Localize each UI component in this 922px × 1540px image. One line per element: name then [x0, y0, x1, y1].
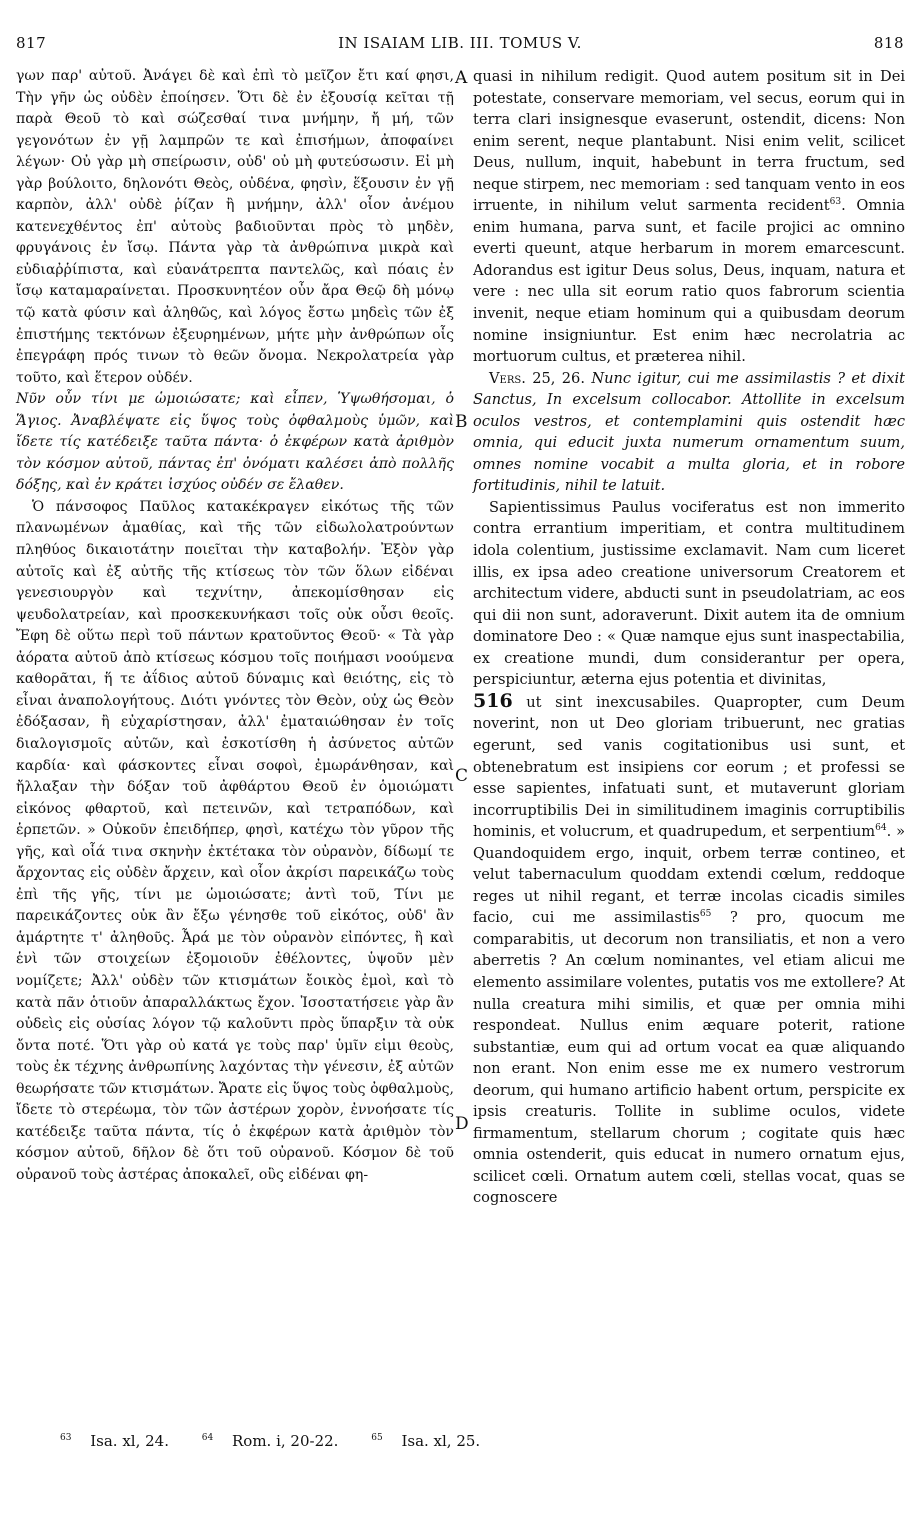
running-title: IN ISAIAM LIB. III. TOMUS V.	[338, 34, 582, 52]
footnote-text: Rom. i, 20-22.	[232, 1432, 339, 1450]
column-number: 516	[473, 689, 513, 712]
greek-paragraph-1: γων παρ' αὐτοῦ. Ἀνάγει δὲ καὶ ἐπὶ τὸ μεῖζον ἔτι καί φησι, Τὴν γῆν ὡς οὐδὲν ἐποίησεν. Ὅτι δὲ ἐν ἐξουσίᾳ κεῖται τῇ παρὰ Θεοῦ τὸ καὶ σώζεσθαί τινα μνήμην, ἤ μή, τῶν γεγονότων ἐν γῇ λαμπρῶν τε καὶ ἐπισήμων, ἀποφαίνει λέγων· Οὐ γὰρ μὴ σπείρωσιν, οὐδ' οὐ μὴ φυτεύσωσιν. Εἰ μὴ γὰρ βούλοιτο, δηλονότι Θεὸς, οὐδένα, φησὶν, ἕξουσιν ἐν γῇ καρπὸν, ἀλλ' οὐδὲ ῥίζαν ἢ μνήμην, ἀλλ' οἷον ἀνέμου κατενεχθέντος ἐπ' αὐτοὺς βαδιοῦνται πρὸς τὸ μηδὲν, φρυγάνοις ἐν ἴσῳ. Πάντα γὰρ τὰ ἀνθρώπινα μικρὰ καὶ εὐδιαῤῥίπιστα, καὶ εὐανάτρεπτα παντελῶς, καὶ πόαις ἐν ἴσῳ καταμαραίνεται. Προσκυνητέον οὖν ἄρα Θεῷ δὴ μόνῳ τῷ κατὰ φύσιν καὶ ἀληθῶς, καὶ λόγος ἔστω μηδεὶς τῶν ἐξ ἐπιστήμης τεκτόνων ἐξευρημένων, μήτε μὴν ἀνθρώπων οἷς ἐπεγράφη πρός τινων τὸ θεῶν ὄνομα. Νεκρολατρεία γὰρ τοῦτο, καὶ ἕτερον οὐδέν.	[16, 68, 454, 386]
latin-p3-part-d: ? pro, quocum me comparabitis, ut decorum non transiliatis, et non a vero aberretis ? An cœlum nominantes, vel etiam alicui me elemento assimilare volentes, putatis vos me extollere? At nulla creatura mihi similis, et quæ per omnia mihi respondeat. Nullus enim æquare poterit, ratione substantiæ, eum qui ad ortum vocat ea quæ aliquando non erant. Non enim esse me ex numero vestrorum deorum, qui humano artificio habent ortum, perspicite ex ipsis creaturis. Tollite in sublime oculos, videte firmamentum, stellarum chorum ; cogitate quis hæc omnia ostenderit, quis educat in numero ornatum ejus, scilicet cœli. Ornatum autem cœli, stellas vocat, quas se cognoscere	[473, 909, 906, 1207]
footnote-text: Isa. xl, 25.	[401, 1432, 481, 1450]
greek-paragraph-3: Ὁ πάνσοφος Παῦλος κατακέκραγεν εἰκότως τῆς τῶν πλανωμένων ἀμαθίας, καὶ τῆς τῶν εἰδωλολατρούντων πληθύος δικαιοτάτην ποιεῖται τὴν καταβολήν. Ἐξὸν γὰρ αὐτοῖς καὶ ἐξ αὐτῆς τῆς κτίσεως τὸν τῶν ὅλων εἰδέναι γενεσιουργὸν καὶ τεχνίτην, ἀπεκομίσθησαν εἰς ψευδολατρείαν, καὶ προσκεκυνήκασι τοῖς οὐκ οὖσι θεοῖς. Ἔφη δὲ οὕτω περὶ τοῦ πάντων κρατοῦντος Θεοῦ· « Τὰ γὰρ ἀόρατα αὐτοῦ ἀπὸ κτίσεως κόσμου τοῖς ποιήμασι νοούμενα καθορᾶται, ἥ τε ἀΐδιος αὐτοῦ δύναμις καὶ θειότης, εἰς τὸ εἶναι ἀναπολογήτους. Διότι γνόντες τὸν Θεὸν, οὐχ ὡς Θεὸν ἐδόξασαν, ἢ εὐχαρίστησαν, ἀλλ' ἐματαιώθησαν ἐν τοῖς διαλογισμοῖς αὐτῶν, καὶ ἐσκοτίσθη ἡ ἀσύνετος αὐτῶν καρδία· καὶ φάσκοντες εἶναι σοφοὶ, ἐμωράνθησαν, καὶ ἤλλαξαν τὴν δόξαν τοῦ ἀφθάρτου Θεοῦ ἐν ὁμοιώματι εἰκόνος φθαρτοῦ, καὶ πετεινῶν, καὶ τετραπόδων, καὶ ἑρπετῶν. » Οὐκοῦν ἐπειδήπερ, φησὶ, κατέχω τὸν γῦρον τῆς γῆς, καὶ οἷά τινα σκηνὴν ἐκτέτακα τὸν οὐρανὸν, δίδωμί τε ἄρχοντας εἰς οὐδὲν ἄρχειν, καὶ οἷον ἀκρίσι παρεικάζω τοὺς ἐπὶ τῆς γῆς, τίνι με ὡμοιώσατε; ἀντὶ τοῦ, Τίνι με παρεικάζοντες οὐκ ἂν ἔξω γένησθε τοῦ εἰκότος, οὐδ' ἂν ἁμάρτητε τ' ἀληθοῦς. Ἆρά με τὸν οὐρανὸν εἰπόντες, ἢ καὶ ἑνὶ τῶν στοιχείων ἐξομοιοῦν ἐθέλοντες, ὑψοῦν μὲν νομίζετε; Ἀλλ' οὐδὲν τῶν κτισμάτων ἔοικὸς ἐμοὶ, καὶ τὸ κατὰ πᾶν ὁτιοῦν ἀπαραλλάκτως ἔχον. Ἰσοστατήσειε γὰρ ἂν οὐδεὶς εἰς οὐσίας λόγον τῷ καλοῦντι πρὸς ὕπαρξιν τὰ οὐκ ὄντα ποτέ. Ὅτι γὰρ οὐ κατά γε τοὺς παρ' ὑμῖν εἰμι θεοὺς, τοὺς ἐκ τέχνης ἀνθρωπίνης λαχόντας τὴν γένεσιν, ἐξ αὐτῶν θεωρήσατε τῶν κτισμάτων. Ἄρατε εἰς ὕψος τοὺς ὀφθαλμοὺς, ἴδετε τὸ στερέωμα, τὸν τῶν ἀστέρων χορὸν, ἐννοήσατε τίς κατέδειξε ταῦτα πάντα, τίς ὁ ἐκφέρων κατὰ ἀριθμὸν τὸν κόσμον αὐτοῦ, δῆλον δὲ ὅτι τοῦ οὐρανοῦ. Κόσμον δὲ τοῦ οὐρανοῦ τοὺς ἀστέρας ἀποκαλεῖ, οὓς εἰδέναι φη-	[16, 498, 454, 1183]
latin-p1-part-a: quasi in nihilum redigit. Quod autem positum sit in Dei potestate, conservare memoriam, vel secus, eorum qui in terra clari insignesque evaserunt, ostendit, dicens: Non enim serent, neque plantabunt. Nisi enim velit, scilicet Deus, nullum, inquit, habebunt in terra fructum, sed neque stirpem, nec memoriam : sed tanquam vento in eos irruente, in nihilum velut sarmenta recident	[473, 68, 905, 215]
footnote-63	[60, 1432, 183, 1450]
footnote-number: 63	[60, 1433, 72, 1443]
greek-column	[16, 66, 454, 1186]
right-page-number: 818	[873, 34, 904, 52]
footnote-number: 64	[201, 1433, 214, 1443]
left-page-number: 817	[16, 34, 47, 52]
verse-reference: 25, 26.	[525, 369, 592, 387]
footnote-ref-63: 63	[829, 197, 842, 208]
latin-column	[473, 66, 905, 1209]
latin-paragraph-3	[473, 497, 905, 1209]
section-marker-c: C	[455, 766, 469, 786]
running-header	[16, 34, 904, 58]
footnote-text: Isa. xl, 24.	[90, 1432, 169, 1450]
latin-p3-part-b: ut sint inexcusabiles. Quapropter, cum Deum noverint, non ut Deo gloriam tribuerunt, nec gratias egerunt, sed vanis cogitationibus usi sunt, et obtenebratum est insipiens cor eorum ; et professi se esse sapientes, infatuati sunt, et mutaverunt gloriam incorruptibilis Dei in similitudinem imaginis corruptibilis hominis, et volucrum, et quadrupedum, et serpentium	[473, 693, 905, 841]
latin-paragraph-1	[473, 66, 905, 368]
section-marker-b: B	[455, 412, 468, 432]
footnote-65	[371, 1432, 494, 1450]
latin-p3-part-a: Sapientissimus Paulus vociferatus est non immerito contra errantium imperitiam, et contra multitudinem idola colentium, justissime exclamavit. Nam cum liceret illis, ex ipsa adeo creatione universorum Creatorem et architectum videre, abducti sunt in pseudolatriam, ac eos qui dii non sunt, adoraverunt. Dixit autem ita de omnium dominatore Deo : « Quæ namque ejus sunt inaspectabilia, ex creatione mundi, dum considerantur per opera, perspiciuntur, æterna ejus potentia et divinitas,	[473, 498, 905, 689]
footnote-number: 65	[371, 1433, 383, 1443]
greek-verse-lemma: Νῦν οὖν τίνι με ὡμοιώσατε; καὶ εἶπεν, Ὑψωθήσομαι, ὁ Ἅγιος. Ἀναβλέψατε εἰς ὕψος τοὺς ὀφθαλμοὺς ὑμῶν, καὶ ἴδετε τίς κατέδειξε ταῦτα πάντα· ὁ ἐκφέρων κατὰ ἀριθμὸν τὸν κόσμον αὐτοῦ, πάντας ἐπ' ὀνόματι καλέσει ἀπὸ πολλῆς δόξης, καὶ ἐν κράτει ἰσχύος οὐδέν σε ἔλαθεν.	[16, 391, 454, 494]
footnote-64	[202, 1432, 353, 1450]
latin-p3-part-c: . » Quandoquidem ergo, inquit, orbem terræ contineo, et velut tabernaculum quoddam extendi cœlum, reddoque reges ut nihil regant, et terræ incolas cicadis similes facio, cui me assimilastis	[473, 823, 905, 927]
section-marker-a: A	[455, 68, 468, 88]
footnote-ref-65: 65	[699, 909, 712, 920]
section-marker-d: D	[455, 1114, 469, 1134]
footnote-ref-64: 64	[875, 823, 887, 834]
verse-label: Vers.	[489, 369, 526, 387]
verse-text: Nunc igitur, cui me assimilastis ? et dixit Sanctus, In excelsum collocabor. Attollite in excelsum oculos vestros, et contemplamini quis ostendit hæc omnia, qui educit juxta numerum ornamentum suum, omnes nomine vocabit a multa gloria, et in robore fortitudinis, nihil te latuit.	[473, 369, 905, 495]
latin-p1-part-b: . Omnia enim humana, parva sunt, et facile projici ac omnino everti queunt, atque herbarum in morem emarcescunt. Adorandus est igitur Deus solus, Deus, inquam, natura et vere : nec ulla sit eorum ratio quos fabrorum scientia invenit, neque etiam hominum qui a quibusdam deorum nomine insigniuntur. Est enim hæc necrolatria ac mortuorum cultus, et præterea nihil.	[473, 197, 905, 366]
footnotes	[60, 1432, 508, 1450]
latin-verse-lemma	[473, 368, 905, 497]
